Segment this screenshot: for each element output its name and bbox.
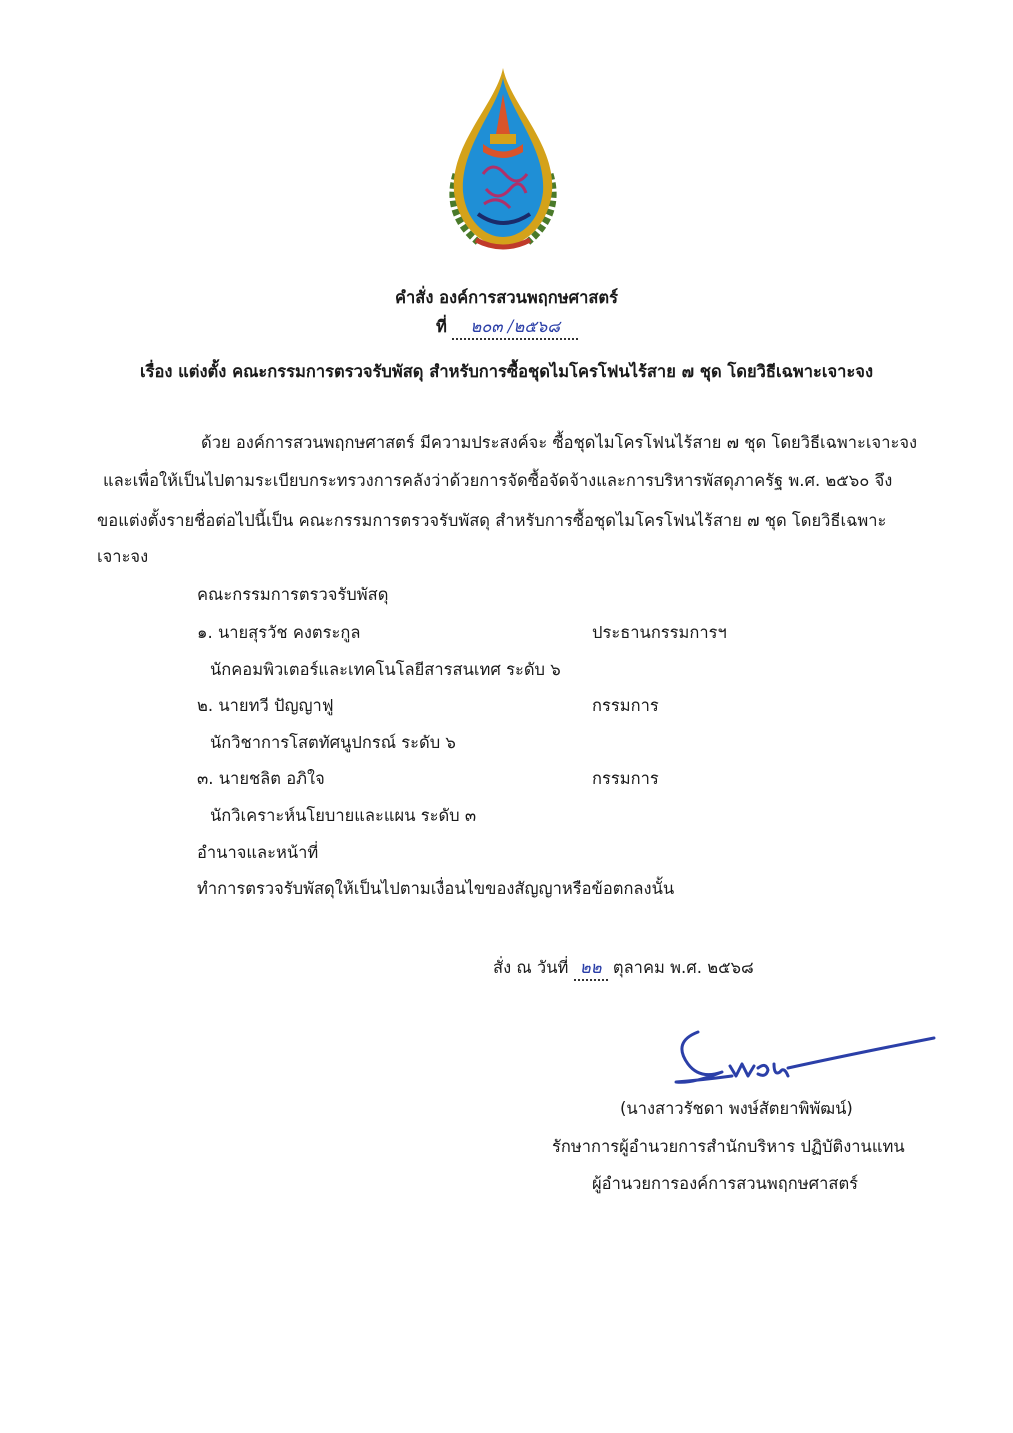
organization-emblem-logo bbox=[438, 64, 568, 254]
member-position: นักวิเคราะห์นโยบายและแผน ระดับ ๓ bbox=[210, 806, 477, 825]
member-name: ๑. นายสุรวัช คงตระกูล bbox=[197, 623, 361, 642]
order-title: คำสั่ง องค์การสวนพฤกษศาสตร์ bbox=[394, 288, 619, 307]
member-position: นักคอมพิวเตอร์และเทคโนโลยีสารสนเทศ ระดับ ๖ bbox=[210, 660, 561, 679]
member-role: กรรมการ bbox=[592, 769, 659, 788]
signatory-title-line-2: ผู้อำนวยการองค์การสวนพฤกษศาสตร์ bbox=[592, 1174, 859, 1193]
paragraph-line-1: ด้วย องค์การสวนพฤกษศาสตร์ มีความประสงค์จะ ซื้อชุดไมโครโฟนไร้สาย ๗ ชุด โดยวิธีเฉพาะเจาะจง bbox=[201, 433, 918, 452]
member-name: ๓. นายชลิต อภิใจ bbox=[197, 769, 325, 788]
date-day: ๒๒ bbox=[574, 957, 608, 981]
order-subject: เรื่อง แต่งตั้ง คณะกรรมการตรวจรับพัสดุ สำหรับการซื้อชุดไมโครโฟนไร้สาย ๗ ชุด โดยวิธีเฉพาะเจาะจง bbox=[139, 362, 874, 381]
duty-heading: อำนาจและหน้าที่ bbox=[197, 843, 319, 862]
member-role: ประธานกรรมการฯ bbox=[592, 623, 727, 642]
date-month-year: ตุลาคม พ.ศ. ๒๕๖๘ bbox=[612, 958, 754, 977]
signatory-title-line-1: รักษาการผู้อำนวยการสำนักบริหาร ปฏิบัติงานแทน bbox=[552, 1137, 905, 1156]
paragraph-line-4: เจาะจง bbox=[97, 547, 149, 566]
order-number-prefix: ที่ bbox=[436, 317, 447, 336]
order-date-line bbox=[493, 957, 754, 981]
member-role: กรรมการ bbox=[592, 696, 659, 715]
signatory-name: (นางสาวรัชดา พงษ์สัตยาพิพัฒน์) bbox=[620, 1099, 853, 1118]
order-number-value: ๒๐๓ /๒๕๖๘ bbox=[452, 316, 578, 340]
order-number-line bbox=[436, 316, 578, 340]
member-position: นักวิชาการโสตทัศนูปกรณ์ ระดับ ๖ bbox=[210, 733, 456, 752]
member-name: ๒. นายทวี ปัญญาฟู bbox=[197, 696, 334, 715]
committee-heading: คณะกรรมการตรวจรับพัสดุ bbox=[197, 585, 389, 604]
duty-text: ทำการตรวจรับพัสดุให้เป็นไปตามเงื่อนไขของสัญญาหรือข้อตกลงนั้น bbox=[197, 879, 675, 898]
paragraph-line-2: และเพื่อให้เป็นไปตามระเบียบกระทรวงการคลังว่าด้วยการจัดซื้อจัดจ้างและการบริหารพัสดุภาครัฐ พ.ศ. ๒๕๖๐ จึง bbox=[103, 471, 893, 490]
date-prefix: สั่ง ณ วันที่ bbox=[493, 958, 569, 977]
handwritten-signature bbox=[662, 1024, 944, 1092]
paragraph-line-3: ขอแต่งตั้งรายชื่อต่อไปนี้เป็น คณะกรรมการตรวจรับพัสดุ สำหรับการซื้อชุดไมโครโฟนไร้สาย ๗ ชุด โดยวิธีเฉพาะ bbox=[97, 511, 887, 530]
